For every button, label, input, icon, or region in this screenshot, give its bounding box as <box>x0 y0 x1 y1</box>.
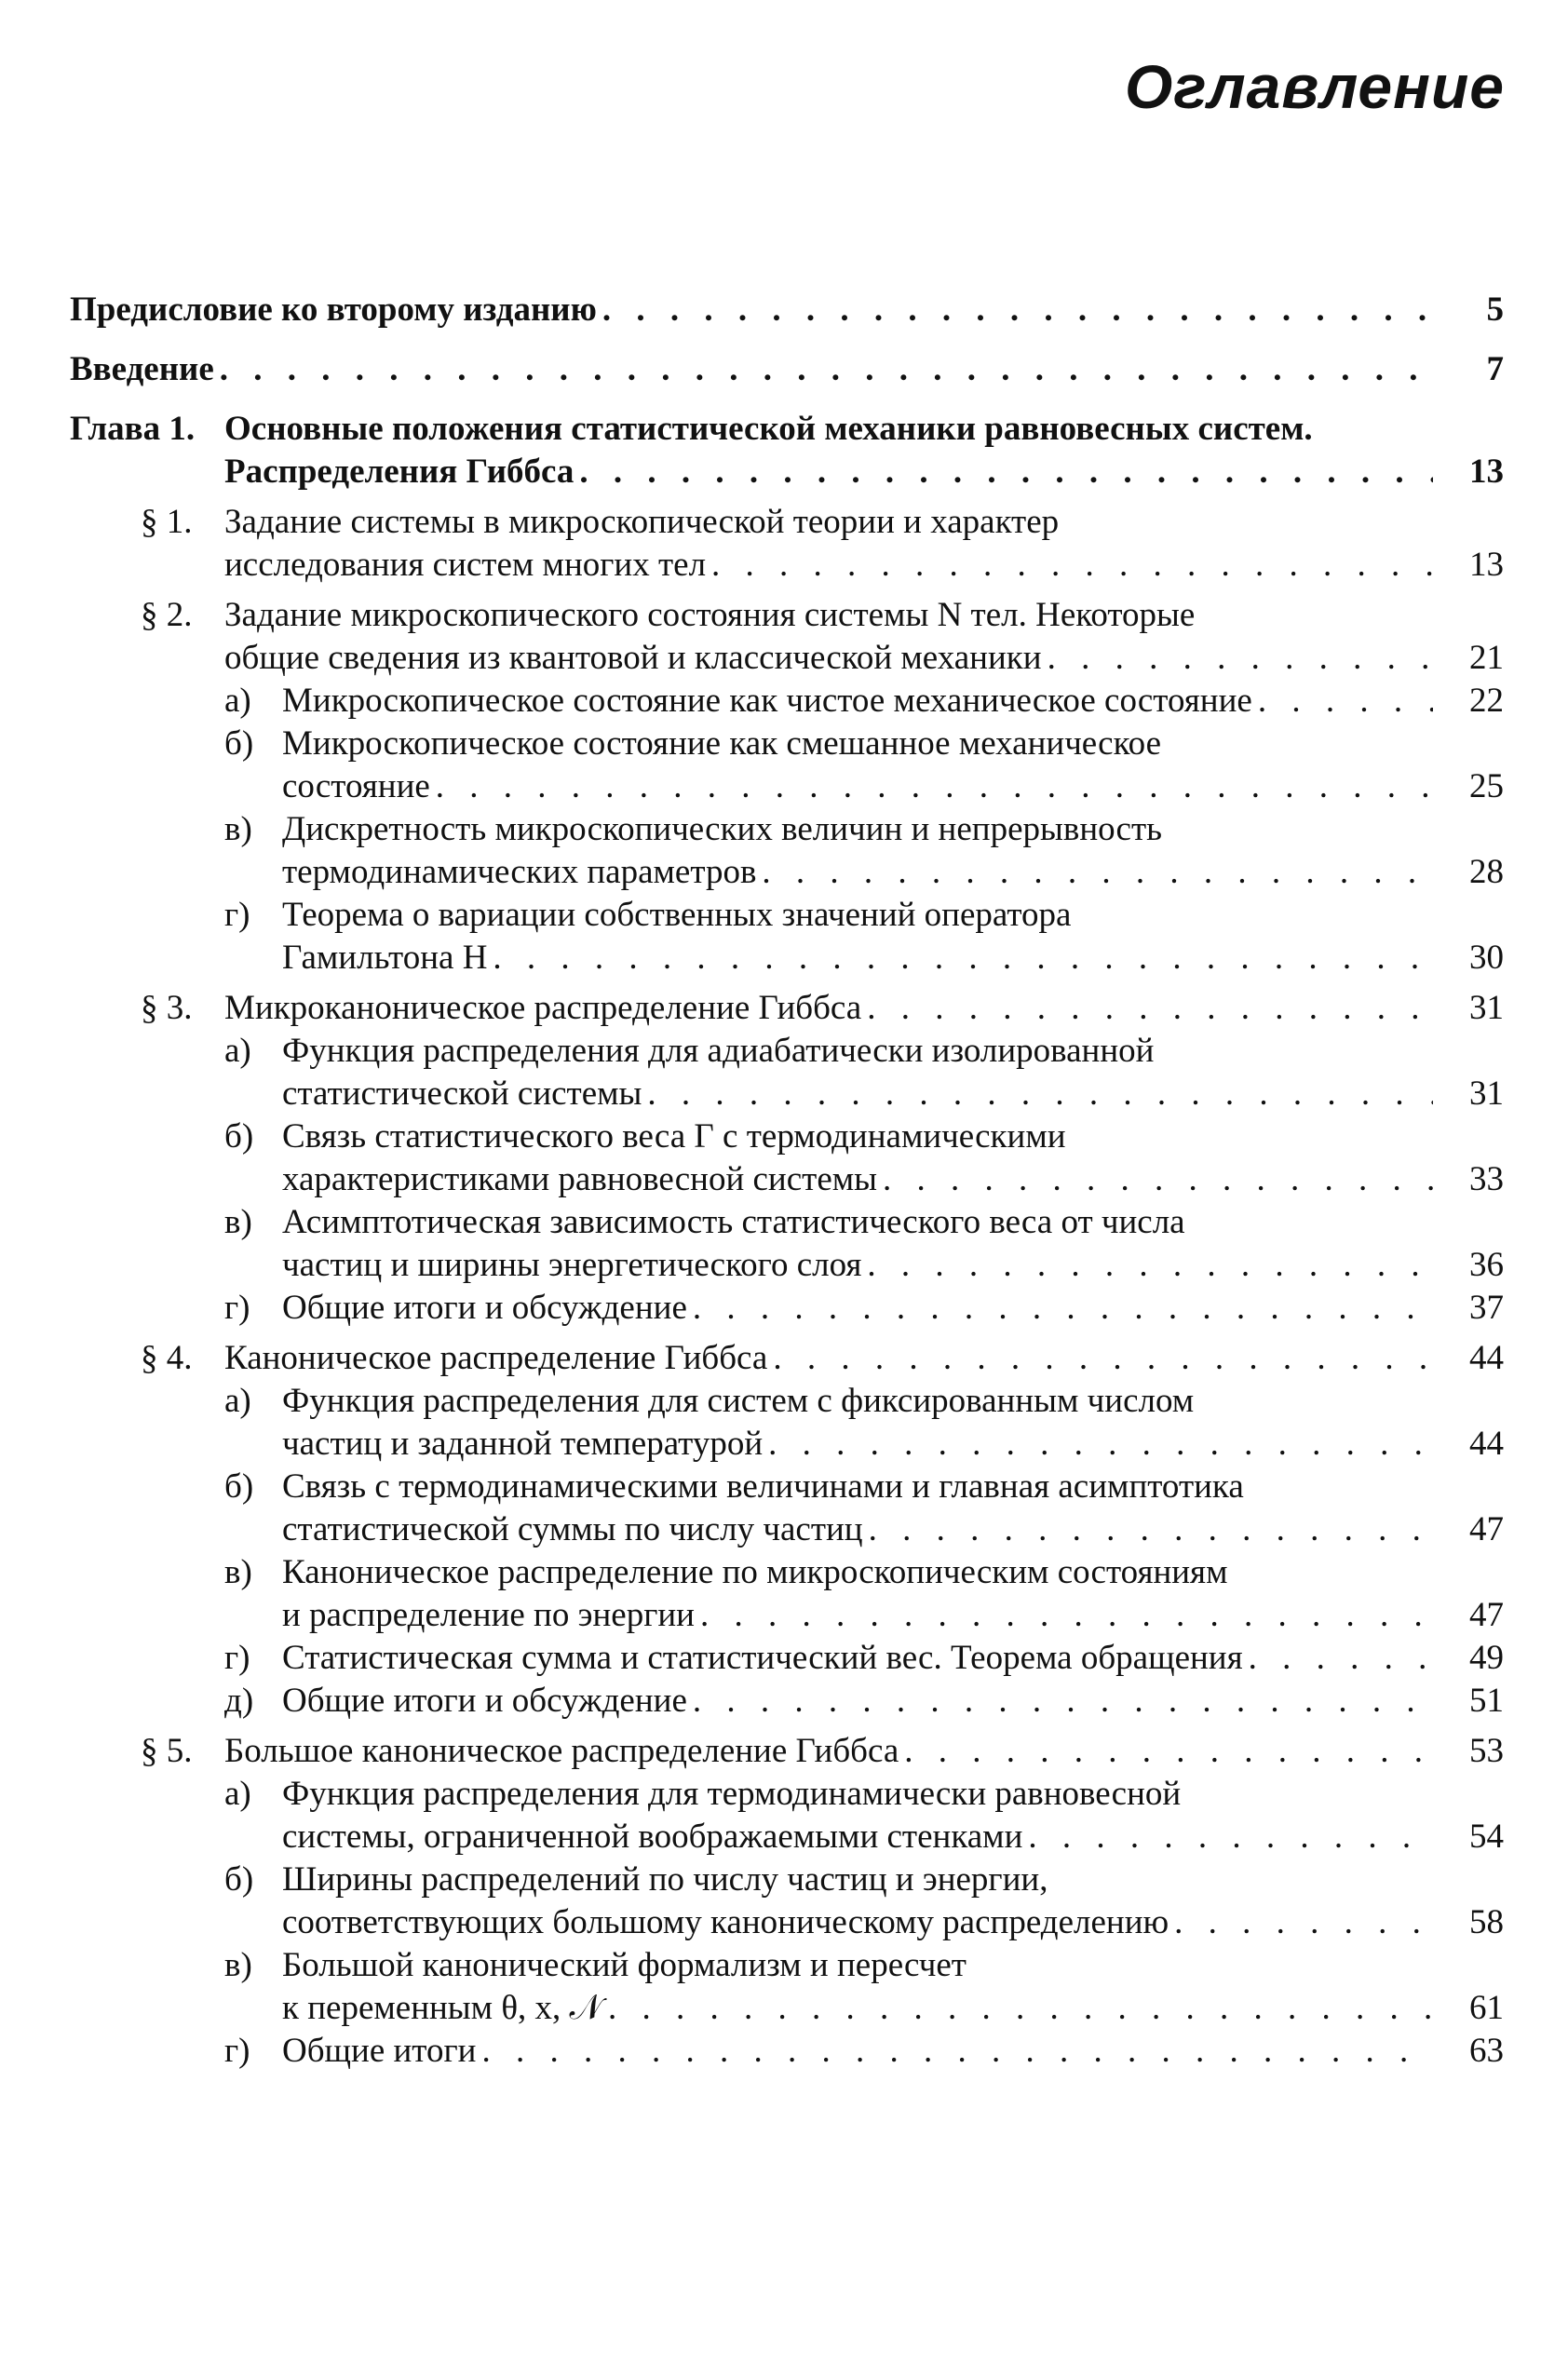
toc-page-number: 21 <box>1469 639 1504 677</box>
toc-entry-title-line2: Каноническое распределение Гиббса <box>224 1339 768 1377</box>
item-label: а) <box>224 1775 251 1813</box>
toc-entry-title-line1: Дискретность микроскопических величин и непрерывность <box>282 810 1163 848</box>
toc-entry-title-line2: Гамильтона H <box>282 939 488 977</box>
leader-dots <box>700 1594 1433 1637</box>
toc-subsection-s2-1[interactable] <box>70 723 1504 808</box>
leader-dots <box>481 2030 1433 2073</box>
item-label: в) <box>224 810 252 848</box>
toc-page-number: 53 <box>1469 1732 1504 1770</box>
toc-entry-title-line2: Общие итоги <box>282 2032 477 2070</box>
toc-entry-title-line2: к переменным θ, x, 𝒩 <box>282 1989 603 2027</box>
item-label: а) <box>224 1382 251 1420</box>
chapter-label: Глава 1. <box>70 410 196 448</box>
toc-subsection-s5-3[interactable] <box>70 2030 1504 2073</box>
toc-entry-title-line2: соответствующих большому каноническому распределению <box>282 1903 1169 1941</box>
leader-dots <box>773 1337 1433 1380</box>
toc-entry-title-line1: Теорема о вариации собственных значений оператора <box>282 896 1072 934</box>
section-label: § 3. <box>141 989 193 1027</box>
toc-subsection-s3-1[interactable] <box>70 1115 1504 1201</box>
item-label: в) <box>224 1946 252 1984</box>
leader-dots <box>768 1423 1433 1466</box>
toc-page-number: 44 <box>1469 1425 1504 1463</box>
item-label: г) <box>224 896 250 934</box>
leader-dots <box>867 987 1433 1030</box>
toc-page-number: 5 <box>1486 291 1504 329</box>
toc-subsection-s4-3[interactable] <box>70 1637 1504 1680</box>
item-label: б) <box>224 1467 254 1506</box>
toc-page-number: 47 <box>1469 1510 1504 1548</box>
leader-dots <box>436 765 1433 808</box>
toc-page-number: 36 <box>1469 1246 1504 1284</box>
toc-entry-title-line1: Функция распределения для термодинамически равновесной <box>282 1775 1182 1813</box>
toc-entry-title-line2: Общие итоги и обсуждение <box>282 1289 687 1327</box>
toc-page-number: 7 <box>1486 350 1504 388</box>
toc-page-number: 51 <box>1469 1682 1504 1720</box>
leader-dots <box>579 451 1433 493</box>
toc-entry-title-line1: Функция распределения для систем с фиксированным числом <box>282 1382 1195 1420</box>
toc-entry-title-line2: частиц и ширины энергетического слоя <box>282 1246 862 1284</box>
toc-entry-preface[interactable] <box>70 289 1504 331</box>
toc-entry-title-line1: Связь статистического веса Γ с термодинамическими <box>282 1117 1066 1156</box>
toc-entry-title-line1: Основные положения статистической механики равновесных систем. <box>224 410 1313 448</box>
toc-section-s4[interactable] <box>70 1337 1504 1380</box>
item-label: б) <box>224 1860 254 1899</box>
toc-entry-title-line2: Микроскопическое состояние как чистое механическое состояние <box>282 682 1252 720</box>
toc-entry-title-line2: статистической системы <box>282 1075 642 1113</box>
toc-page-number: 58 <box>1469 1903 1504 1941</box>
toc-entry-intro[interactable] <box>70 348 1504 391</box>
toc-subsection-s4-4[interactable] <box>70 1680 1504 1723</box>
item-label: в) <box>224 1203 252 1241</box>
item-label: г) <box>224 1639 250 1677</box>
leader-dots <box>693 1287 1433 1330</box>
leader-dots <box>867 1244 1433 1287</box>
toc-page-number: 25 <box>1469 767 1504 805</box>
toc-subsection-s4-1[interactable] <box>70 1466 1504 1551</box>
item-label: б) <box>224 724 254 763</box>
item-label: г) <box>224 1289 250 1327</box>
leader-dots <box>1048 637 1433 680</box>
item-label: б) <box>224 1117 254 1156</box>
leader-dots <box>608 1987 1433 2030</box>
toc-section-s5[interactable] <box>70 1730 1504 1773</box>
toc-subsection-s2-2[interactable] <box>70 808 1504 894</box>
toc-page-number: 44 <box>1469 1339 1504 1377</box>
item-label: д) <box>224 1682 254 1720</box>
toc-subsection-s5-2[interactable] <box>70 1944 1504 2030</box>
toc-entry-title-line1: Микроскопическое состояние как смешанное механическое <box>282 724 1162 763</box>
toc-page-number: 13 <box>1469 546 1504 584</box>
toc-entry-title-line2: характеристиками равновесной системы <box>282 1160 878 1198</box>
toc-entry-title-line1: Функция распределения для адиабатически изолированной <box>282 1032 1155 1070</box>
leader-dots <box>1258 680 1433 723</box>
toc-entry-title-line1: Задание системы в микроскопической теории и характер <box>224 503 1060 541</box>
toc-entry-title-line2: Общие итоги и обсуждение <box>282 1682 687 1720</box>
toc-page-number: 31 <box>1469 989 1504 1027</box>
toc-entry-title-line2: исследования систем многих тел <box>224 546 707 584</box>
item-label: г) <box>224 2032 250 2070</box>
toc-section-s1[interactable] <box>70 501 1504 587</box>
toc-section-s3[interactable] <box>70 987 1504 1030</box>
toc-entry-title-line2: статистической суммы по числу частиц <box>282 1510 863 1548</box>
toc-entry-title-line2: Статистическая сумма и статистический вес. Теорема обращения <box>282 1639 1243 1677</box>
toc-subsection-s3-2[interactable] <box>70 1201 1504 1287</box>
section-label: § 5. <box>141 1732 193 1770</box>
section-label: § 2. <box>141 596 193 634</box>
leader-dots <box>493 937 1433 980</box>
toc-page-number: 37 <box>1469 1289 1504 1327</box>
toc-page-number: 13 <box>1469 453 1504 491</box>
leader-dots <box>693 1680 1433 1723</box>
toc-entry-title-line2: Микроканоническое распределение Гиббса <box>224 989 862 1027</box>
toc-entry-title-line2: и распределение по энергии <box>282 1596 695 1634</box>
toc-section-s2[interactable] <box>70 594 1504 680</box>
toc-entry-title-line1: Асимптотическая зависимость статистического веса от числа <box>282 1203 1185 1241</box>
toc-subsection-s2-0[interactable] <box>70 680 1504 723</box>
toc-subsection-s3-0[interactable] <box>70 1030 1504 1115</box>
leader-dots <box>647 1073 1433 1115</box>
leader-dots <box>762 851 1433 894</box>
toc-subsection-s5-0[interactable] <box>70 1773 1504 1859</box>
leader-dots <box>1028 1816 1433 1859</box>
toc-entry-title: Предисловие ко второму изданию <box>70 291 597 329</box>
toc-page-number: 63 <box>1469 2032 1504 2070</box>
leader-dots <box>220 348 1433 391</box>
toc-subsection-s2-3[interactable] <box>70 894 1504 980</box>
leader-dots <box>1174 1901 1433 1944</box>
toc-subsection-s4-2[interactable] <box>70 1551 1504 1637</box>
toc-page-number: 28 <box>1469 853 1504 891</box>
leader-dots <box>869 1508 1433 1551</box>
toc-subsection-s5-1[interactable] <box>70 1859 1504 1944</box>
table-of-contents <box>70 289 1504 2073</box>
toc-entry-title-line1: Ширины распределений по числу частиц и энергии, <box>282 1860 1048 1899</box>
toc-entry-title-line2: частиц и заданной температурой <box>282 1425 764 1463</box>
item-label: а) <box>224 682 251 720</box>
toc-entry-title-line2: термодинамических параметров <box>282 853 757 891</box>
page-title: Оглавление <box>1125 52 1505 121</box>
toc-page-number: 30 <box>1469 939 1504 977</box>
toc-entry-title: Введение <box>70 350 214 388</box>
toc-entry-title-line1: Каноническое распределение по микроскопическим состояниям <box>282 1553 1228 1591</box>
item-label: а) <box>224 1032 251 1070</box>
toc-entry-title-line2: Большое каноническое распределение Гиббса <box>224 1732 899 1770</box>
section-label: § 1. <box>141 503 193 541</box>
toc-entry-title-line1: Задание микроскопического состояния системы N тел. Некоторые <box>224 596 1196 634</box>
toc-entry-title-line1: Большой канонический формализм и пересчет <box>282 1946 966 1984</box>
toc-entry-title-line2: Распределения Гиббса <box>224 453 574 491</box>
toc-page-number: 49 <box>1469 1639 1504 1677</box>
toc-page-number: 22 <box>1469 682 1504 720</box>
leader-dots <box>1249 1637 1433 1680</box>
toc-page-number: 33 <box>1469 1160 1504 1198</box>
toc-page-number: 54 <box>1469 1818 1504 1856</box>
toc-subsection-s3-3[interactable] <box>70 1287 1504 1330</box>
leader-dots <box>904 1730 1433 1773</box>
toc-subsection-s4-0[interactable] <box>70 1380 1504 1466</box>
toc-entry-title-line2: состояние <box>282 767 430 805</box>
toc-entry-title-line2: системы, ограниченной воображаемыми стенками <box>282 1818 1023 1856</box>
toc-page-number: 47 <box>1469 1596 1504 1634</box>
toc-page-number: 61 <box>1469 1989 1504 2027</box>
item-label: в) <box>224 1553 252 1591</box>
toc-page-number: 31 <box>1469 1075 1504 1113</box>
leader-dots <box>602 289 1433 331</box>
toc-entry-title-line2: общие сведения из квантовой и классической механики <box>224 639 1042 677</box>
leader-dots <box>711 544 1433 587</box>
toc-entry-chapter-1[interactable] <box>70 408 1504 493</box>
leader-dots <box>883 1158 1433 1201</box>
toc-entry-title-line1: Связь с термодинамическими величинами и главная асимптотика <box>282 1467 1244 1506</box>
section-label: § 4. <box>141 1339 193 1377</box>
